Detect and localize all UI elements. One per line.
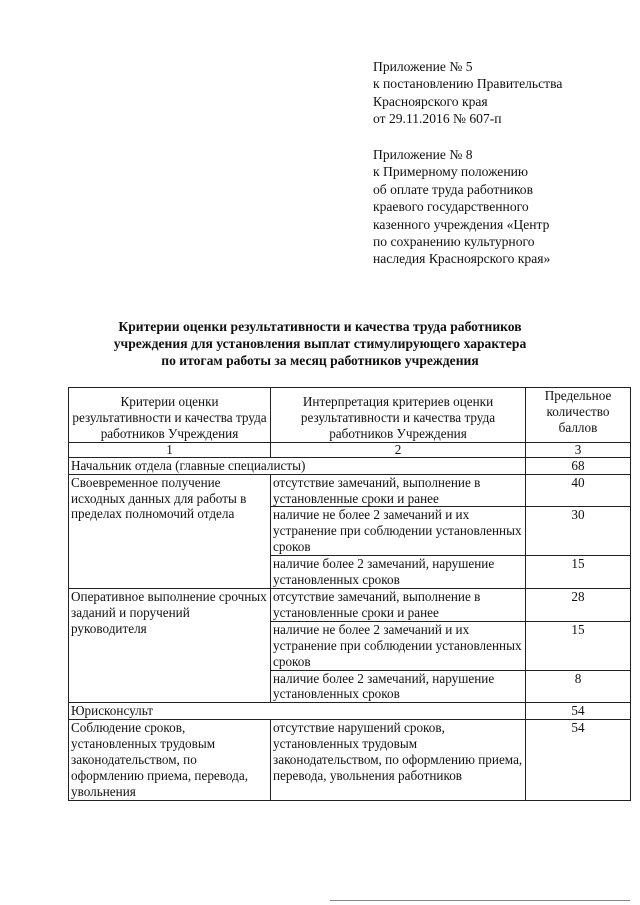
column-number: 1 bbox=[69, 442, 271, 457]
interpretation-text: наличие не более 2 замечаний и их устранение при соблюдении установленных сроков bbox=[271, 507, 526, 556]
title-line: учреждения для установления выплат стимулирующего характера bbox=[113, 336, 527, 351]
header-max-points: Предельное количество баллов bbox=[526, 388, 631, 443]
points-value: 8 bbox=[526, 670, 631, 703]
points-value: 40 bbox=[526, 474, 631, 507]
attachment-8-line: к Примерному положению bbox=[373, 164, 529, 180]
attachment-5-block bbox=[373, 58, 562, 128]
attachment-8-line: об оплате труда работников bbox=[373, 181, 534, 197]
attachment-8-line: казенного учреждения «Центр bbox=[373, 216, 550, 232]
column-number: 3 bbox=[526, 442, 631, 457]
column-number: 2 bbox=[271, 442, 526, 457]
interpretation-text: наличие не более 2 замечаний и их устранение при соблюдении установленных сроков bbox=[271, 621, 526, 670]
header-criteria: Критерии оценки результативности и качества труда работников Учреждения bbox=[69, 388, 271, 443]
section-row-head-of-department bbox=[69, 457, 631, 474]
criterion-name: Своевременное получение исходных данных для работы в пределах полномочий отдела bbox=[69, 474, 271, 588]
interpretation-text: наличие более 2 замечаний, нарушение установленных сроков bbox=[271, 670, 526, 703]
title-line: Критерии оценки результативности и качества труда работников bbox=[118, 319, 522, 334]
table-row bbox=[69, 474, 631, 507]
interpretation-text: отсутствие нарушений сроков, установленных трудовым законодательством, по оформлению приема, перевода, увольнения работников bbox=[271, 720, 526, 801]
criterion-name: Соблюдение сроков, установленных трудовым законодательством, по оформлению приема, перевода, увольнения bbox=[69, 720, 271, 801]
table-row bbox=[69, 720, 631, 801]
points-value: 54 bbox=[526, 720, 631, 801]
attachment-5-line: к постановлению Правительства bbox=[373, 76, 563, 92]
attachment-8-line: Приложение № 8 bbox=[373, 147, 473, 162]
attachment-5-line: Приложение № 5 bbox=[373, 59, 473, 74]
criteria-table bbox=[68, 387, 631, 801]
scan-edge-line bbox=[330, 900, 630, 901]
section-row-legal-adviser bbox=[69, 703, 631, 720]
column-number-row bbox=[69, 442, 631, 457]
section-points: 54 bbox=[526, 703, 631, 720]
interpretation-text: наличие более 2 замечаний, нарушение установленных сроков bbox=[271, 556, 526, 589]
points-value: 30 bbox=[526, 507, 631, 556]
section-title: Юрисконсульт bbox=[69, 703, 526, 720]
points-value: 15 bbox=[526, 556, 631, 589]
title-line: по итогам работы за месяц работников учреждения bbox=[161, 353, 479, 368]
section-points: 68 bbox=[526, 457, 631, 474]
attachment-8-line: по сохранению культурного bbox=[373, 234, 535, 250]
attachment-8-line: наследия Красноярского края» bbox=[373, 251, 551, 267]
table-row bbox=[69, 588, 631, 621]
interpretation-text: отсутствие замечаний, выполнение в установленные сроки и ранее bbox=[271, 588, 526, 621]
attachment-8-line: краевого государственного bbox=[373, 199, 529, 215]
attachment-5-line: от 29.11.2016 № 607-п bbox=[373, 111, 502, 127]
table-header-row bbox=[69, 388, 631, 443]
header-interpretation: Интерпретация критериев оценки результативности и качества труда работников Учреждения bbox=[271, 388, 526, 443]
criterion-name: Оперативное выполнение срочных заданий и поручений руководителя bbox=[69, 588, 271, 702]
attachment-8-block bbox=[373, 146, 550, 268]
points-value: 28 bbox=[526, 588, 631, 621]
document-title bbox=[60, 318, 580, 369]
interpretation-text: отсутствие замечаний, выполнение в установленные сроки и ранее bbox=[271, 474, 526, 507]
attachment-5-line: Красноярского края bbox=[373, 93, 488, 109]
section-title: Начальник отдела (главные специалисты) bbox=[69, 457, 526, 474]
points-value: 15 bbox=[526, 621, 631, 670]
